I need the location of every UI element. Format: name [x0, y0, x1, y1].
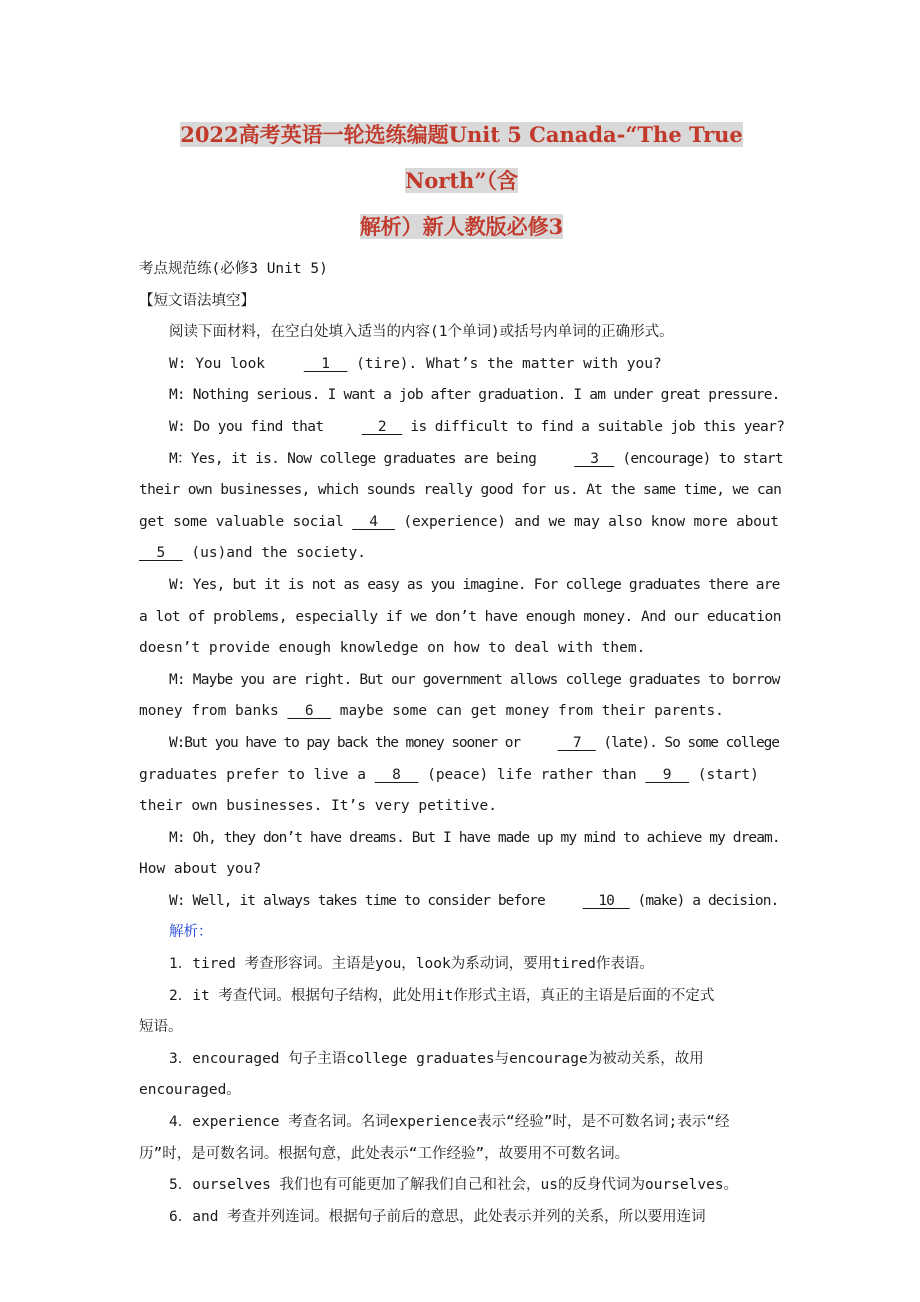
dialogue-line: a lot of problems, especially if we don’t have enough money. And our education — [139, 608, 781, 625]
dialogue-line: W:But you have to pay back the money sooner or 7 (late). So some college — [139, 728, 784, 760]
document-title-line-2: 解析）新人教版必修3 — [359, 214, 564, 239]
dialogue-line: M: Oh, they don’t have dreams. But I have made up my mind to achieve my dream. — [169, 829, 780, 846]
dialogue-line: M: Maybe you are right. But our government allows college graduates to borrow — [169, 671, 780, 688]
blank-4: 4 — [352, 513, 395, 530]
blank-10: 10 — [582, 892, 630, 909]
dialogue-line: their own businesses, which sounds really good for us. At the same time, we can — [139, 482, 782, 499]
analysis-label: 解析： — [169, 924, 213, 941]
document-page — [139, 112, 784, 1233]
dialogue-line: How about you? — [139, 861, 262, 878]
answer-2: 2．it 考查代词。根据句子结构，此处用it作形式主语，真正的主语是后面的不定式 — [169, 987, 715, 1004]
blank-3: 3 — [574, 450, 615, 467]
answer-3: 3．encouraged 句子主语college graduates与encourage为被动关系，故用 — [169, 1050, 704, 1067]
dialogue-line: 5 (us)and the society. — [139, 538, 784, 570]
dialogue-line: doesn’t provide enough knowledge on how to deal with them. — [139, 640, 646, 657]
answer-4-cont: 历”时，是可数名词。根据句意，此处表示“工作经验”，故要用不可数名词。 — [139, 1145, 630, 1162]
answer-2-cont: 短语。 — [139, 1019, 183, 1036]
blank-8: 8 — [374, 766, 419, 783]
answer-3-cont: encouraged。 — [139, 1082, 241, 1099]
dialogue-line: M: Nothing serious. I want a job after graduation. I am under great pressure. — [169, 387, 780, 404]
dialogue-line: M：Yes, it is. Now college graduates are being 3 (encourage) to start — [139, 444, 784, 476]
dialogue-line: W: Well, it always takes time to consider before 10 (make) a decision. — [139, 886, 784, 918]
blank-6: 6 — [287, 703, 332, 720]
blank-7: 7 — [557, 734, 596, 751]
blank-2: 2 — [361, 418, 403, 435]
document-title-line-1: 2022高考英语一轮选练编题Unit 5 Canada-“The True North”（含 — [180, 122, 743, 193]
dialogue-line: graduates prefer to live a 8 (peace) life rather than 9 (start) — [139, 760, 784, 792]
dialogue-line: W: You look 1 (tire). What’s the matter with you? — [139, 349, 784, 381]
blank-1: 1 — [303, 355, 348, 372]
subtitle: 考点规范练(必修3 Unit 5) — [139, 261, 328, 277]
answer-1: 1．tired 考查形容词。主语是you，look为系动词，要用tired作表语。 — [169, 956, 654, 973]
dialogue-line: their own businesses. It’s very petitive. — [139, 798, 497, 815]
answer-4: 4．experience 考查名词。名词experience表示“经验”时，是不可数名词;表示“经 — [169, 1114, 730, 1131]
dialogue-line: get some valuable social 4 (experience) and we may also know more about — [139, 507, 784, 539]
blank-9: 9 — [645, 766, 689, 783]
answer-5: 5．ourselves 我们也有可能更加了解我们自己和社会，us的反身代词为ourselves。 — [169, 1177, 739, 1194]
dialogue-line: money from banks 6 maybe some can get money from their parents. — [139, 696, 784, 728]
answer-6: 6．and 考查并列连词。根据句子前后的意思，此处表示并列的关系，所以要用连词 — [169, 1208, 706, 1225]
section-heading: 【短文语法填空】 — [139, 292, 255, 309]
instruction: 阅读下面材料，在空白处填入适当的内容(1个单词)或括号内单词的正确形式。 — [169, 324, 674, 341]
dialogue-line: W: Do you find that 2 is difficult to find a suitable job this year? — [139, 412, 784, 444]
blank-5: 5 — [139, 545, 183, 562]
dialogue-line: W: Yes, but it is not as easy as you imagine. For college graduates there are — [169, 576, 780, 593]
